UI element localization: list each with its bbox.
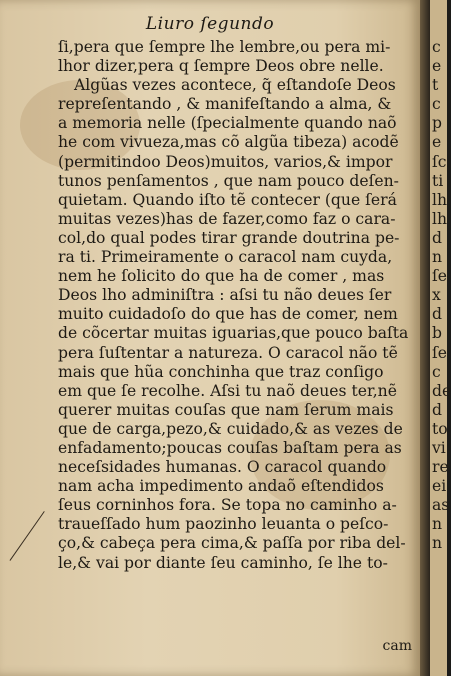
adjacent-page-text [430,38,451,554]
text-line: repreſentando , & manifeſtando a alma, & [58,95,392,114]
text-line: ſi,pera que ſempre lhe lembre,ou pera mi- [58,38,391,56]
text-line: mais que hũa conchinha que traz conſigo [58,362,384,381]
adjacent-text-fragment: c [432,362,441,381]
adjacent-text-fragment: vi [432,438,446,457]
adjacent-text-fragment: c [432,95,441,114]
adjacent-text-fragment: as [432,496,450,515]
adjacent-text-fragment: b [432,324,442,343]
adjacent-text-fragment: ſc [432,152,447,171]
adjacent-text-fragment: t [432,76,439,95]
text-line: ſeus corninhos fora. Se topa no caminho a- [58,496,397,515]
adjacent-text-fragment: re [432,458,449,477]
catchword: cam [382,638,412,654]
text-line: ra ti. Primeiramente o caracol nam cuyda, [58,248,393,267]
adjacent-text-fragment: c [432,38,441,56]
adjacent-text-fragment: de [432,381,451,400]
adjacent-text-fragment: d [432,305,442,324]
adjacent-text-fragment: e [432,57,442,76]
text-line: a memoria nelle (ſpecialmente quando naõ [58,114,397,133]
adjacent-text-fragment: n [432,534,443,553]
adjacent-text-fragment: ſe [432,267,447,286]
text-line: de cõcertar muitas iguarias,que pouco baſta [58,324,409,343]
adjacent-text-fragment: d [432,400,442,419]
text-line: em que ſe recolhe. Aſsi tu naõ deues ter,nẽ [58,381,397,400]
text-line: tunos penſamentos , que nam pouco deſen- [58,171,399,190]
adjacent-text-fragment: ti [432,171,444,190]
text-line: muitas vezes)has de fazer,como faz o cara- [58,209,396,228]
text-line: lhor dizer,pera q ſempre Deos obre nelle. [58,57,384,76]
text-line: que de carga,pezo,& cuidado,& as vezes de [58,419,403,438]
text-line: Algũas vezes acontece, q̃ eſtandoſe Deos [74,76,396,95]
adjacent-text-fragment: n [432,248,443,267]
text-line: muito cuidadoſo do que has de comer, nem [58,305,398,324]
adjacent-text-fragment: ſe [432,343,447,362]
adjacent-text-fragment: ei [432,477,447,496]
text-line: nam acha impedimento andaõ eſtendidos [58,477,384,496]
text-line: he com vivueza,mas cõ algũa tibeza) acodẽ [58,133,399,152]
text-line: quietam. Quando iſto tẽ contecer (que ſerá [58,190,397,209]
text-line: nem he ſolicito do que ha de comer , mas [58,267,385,286]
text-line: querer muitas couſas que nam ſerum mais [58,400,394,419]
text-line: (permitindoo Deos)muitos, varios,& impor [58,152,393,171]
running-header: Liuro ſegundo [145,14,275,34]
adjacent-text-fragment: d [432,228,442,247]
adjacent-text-fragment: lh [432,190,448,209]
adjacent-text-fragment: to [432,419,448,438]
adjacent-text-fragment: n [432,515,443,534]
adjacent-text-fragment: p [432,114,442,133]
text-line: neceſsidades humanas. O caracol quando [58,458,387,477]
adjacent-page-edge [430,0,451,676]
body-text [58,38,413,573]
text-line: col,do qual podes tirar grande doutrina pe- [58,228,400,247]
text-line: le,& vai por diante ſeu caminho, ſe lhe to- [58,553,388,572]
text-line: ço,& cabeça pera cima,& paſſa por riba del- [58,534,406,553]
text-line: enfadamento;poucas couſas baſtam pera as [58,438,402,457]
adjacent-text-fragment: e [432,133,442,152]
text-line: traueſſado hum paozinho leuanta o peſco- [58,515,389,534]
scratch-mark [10,511,45,561]
text-line: Deos lho adminiſtra : aſsi tu não deues ſer [58,286,392,305]
text-line: pera ſuſtentar a natureza. O caracol não tẽ [58,343,398,362]
adjacent-text-fragment: lh [432,209,448,228]
book-gutter [420,0,430,676]
adjacent-text-fragment: x [432,286,441,305]
